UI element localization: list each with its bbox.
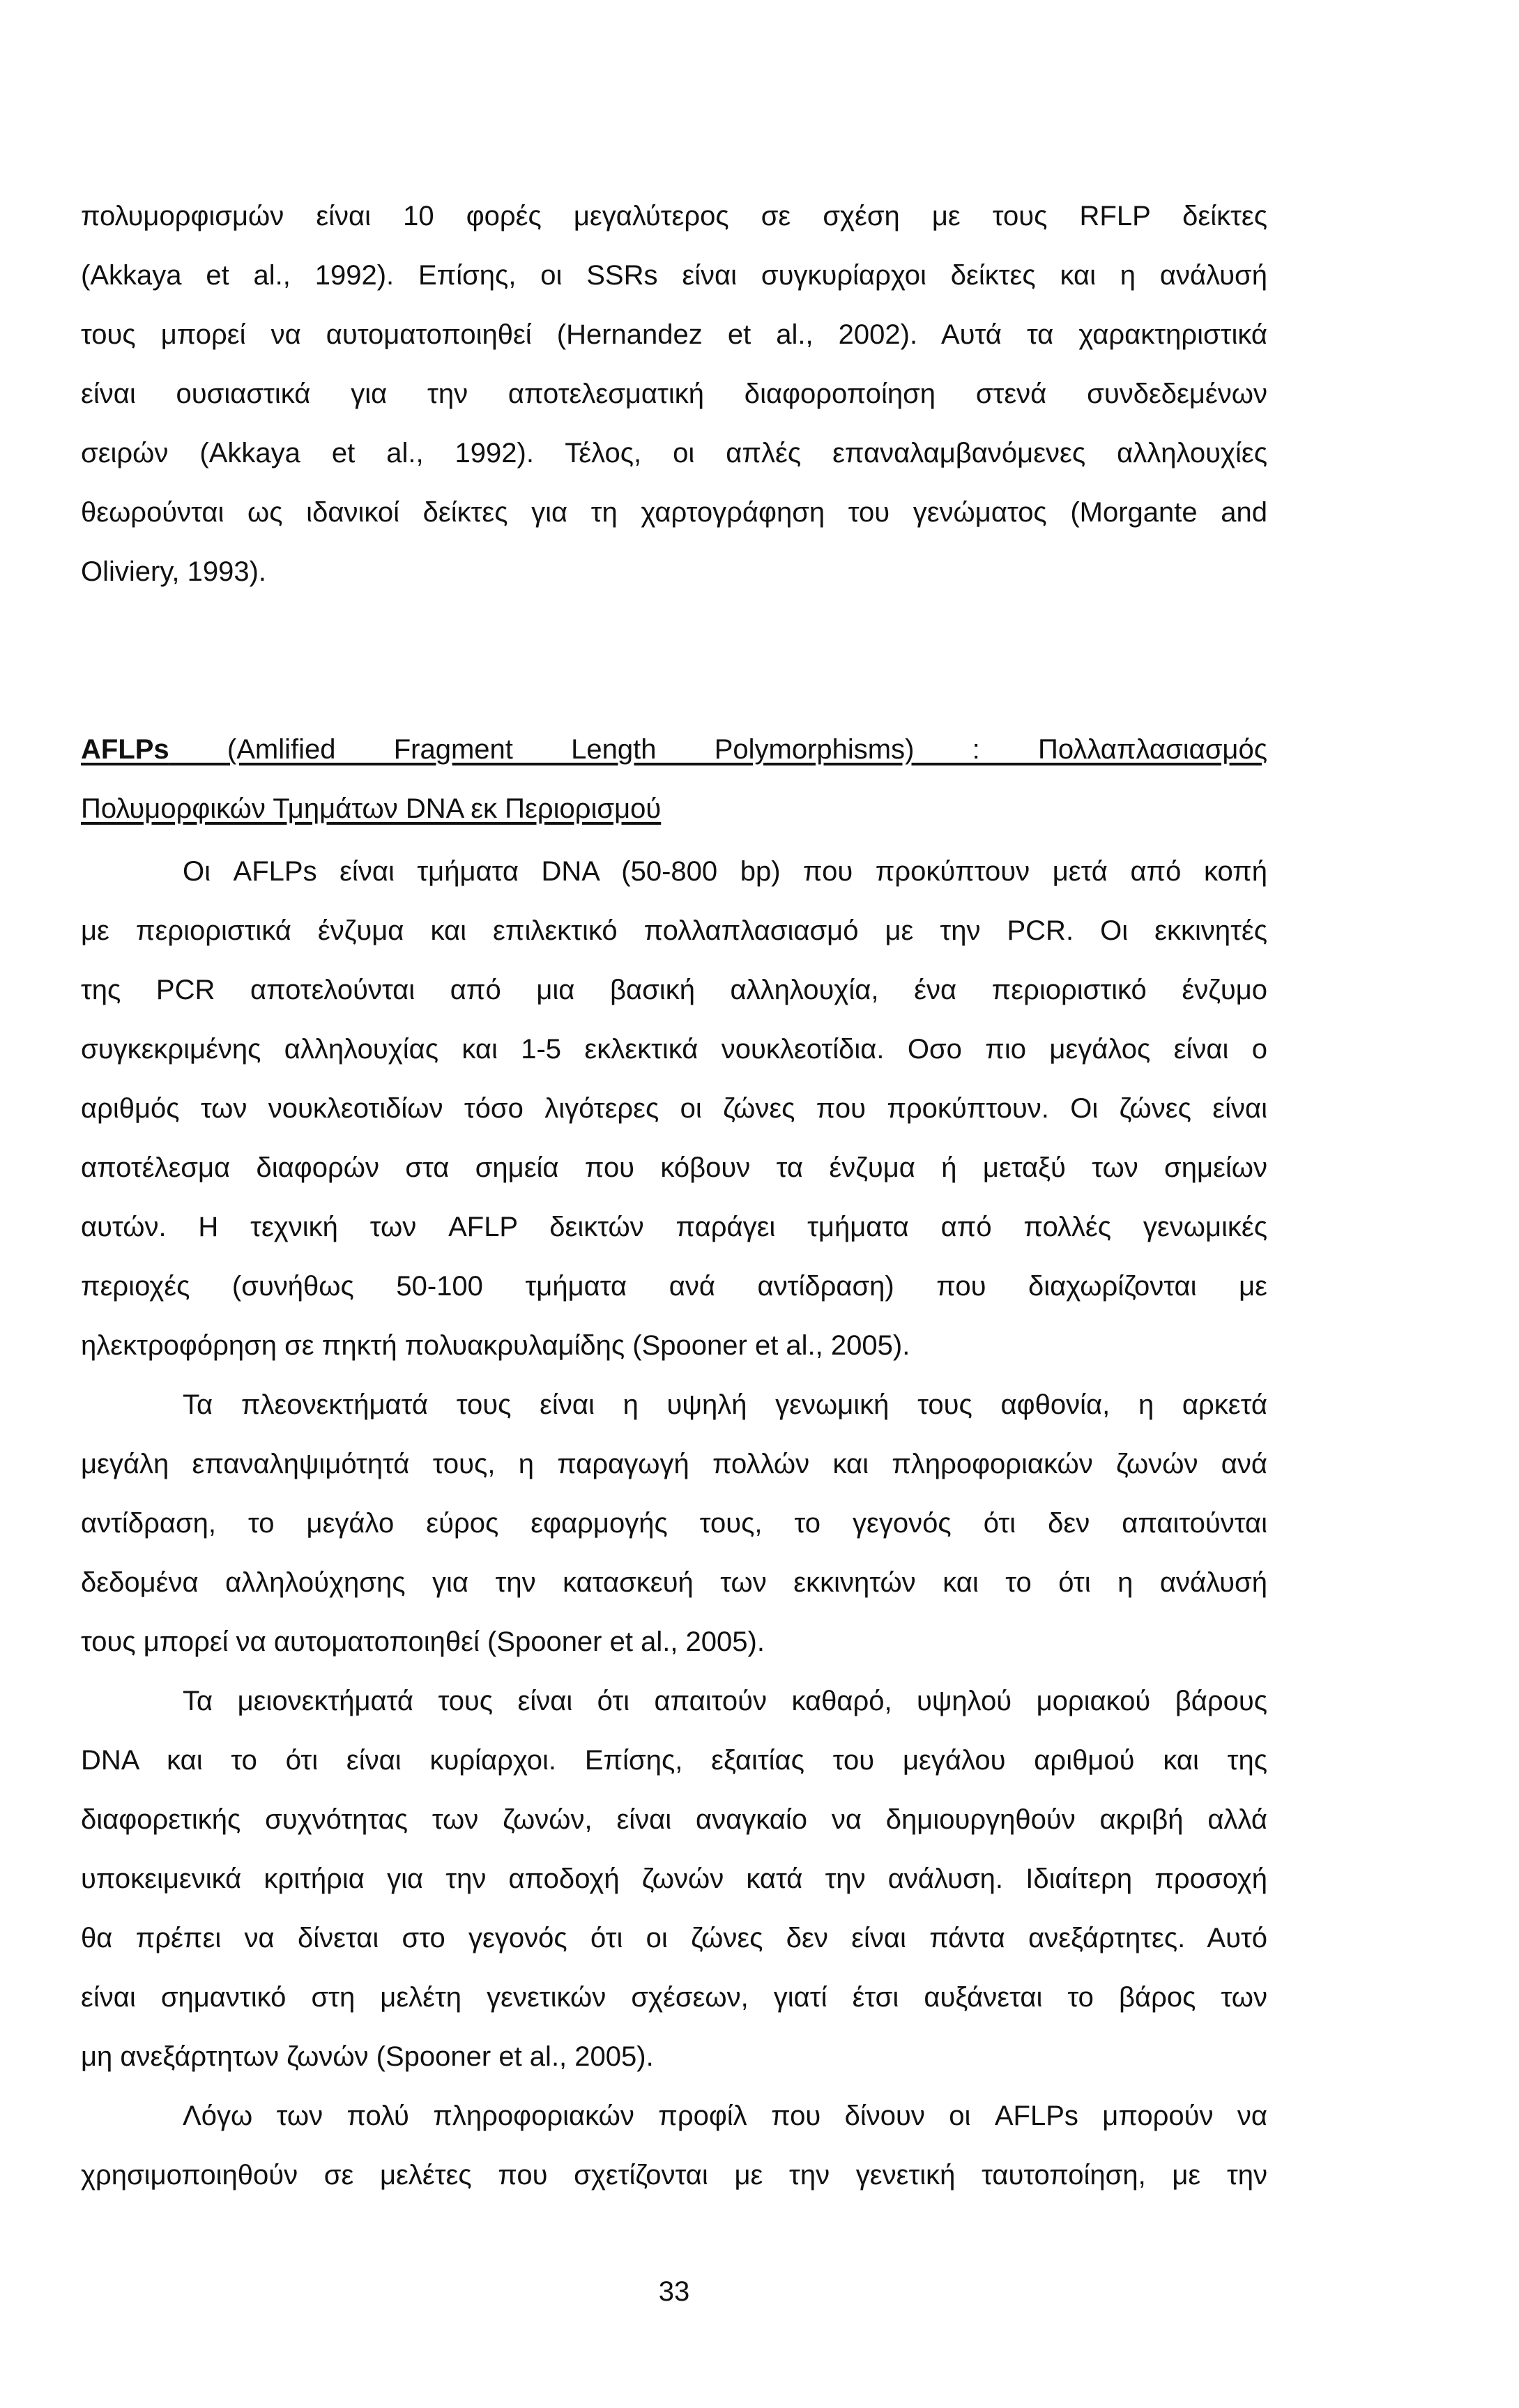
paragraph-1-line: είναι ουσιαστικά για την αποτελεσματική διαφοροποίηση στενά συνδεδεμένων: [81, 379, 1267, 409]
page-number: 33: [658, 2276, 690, 2307]
paragraph-4-line: θα πρέπει να δίνεται στο γεγονός ότι οι ζώνες δεν είναι πάντα ανεξάρτητες. Αυτό: [81, 1923, 1267, 1953]
paragraph-2-line: αυτών. Η τεχνική των AFLP δεικτών παράγει τμήματα από πολλές γενωμικές: [81, 1212, 1267, 1242]
paragraph-2-line: της PCR αποτελούνται από μια βασική αλληλουχία, ένα περιοριστικό ένζυμο: [81, 975, 1267, 1005]
paragraph-2-line: αριθμός των νουκλεοτιδίων τόσο λιγότερες οι ζώνες που προκύπτουν. Οι ζώνες είναι: [81, 1093, 1267, 1124]
paragraph-5-line: Λόγω των πολύ πληροφοριακών προφίλ που δίνουν οι AFLPs μπορούν να: [183, 2101, 1267, 2131]
paragraph-1-line: πολυμορφισμών είναι 10 φορές μεγαλύτερος σε σχέση με τους RFLP δείκτες: [81, 201, 1267, 231]
paragraph-3-line: δεδομένα αλληλούχησης για την κατασκευή των εκκινητών και το ότι η ανάλυσή: [81, 1567, 1267, 1598]
paragraph-1-line: τους μπορεί να αυτοματοποιηθεί (Hernandez et al., 2002). Αυτά τα χαρακτηριστικά: [81, 319, 1267, 350]
paragraph-1-line: σειρών (Akkaya et al., 1992). Τέλος, οι απλές επαναλαμβανόμενες αλληλουχίες: [81, 438, 1267, 468]
paragraph-2-line: συγκεκριμένης αλληλουχίας και 1-5 εκλεκτικά νουκλεοτίδια. Οσο πιο μεγάλος είναι ο: [81, 1034, 1267, 1065]
paragraph-1-line: Oliviery, 1993).: [81, 556, 267, 587]
heading-expansion: (Amlified Fragment Length Polymorphisms) : Πολλαπλασιασμός: [227, 734, 1267, 765]
paragraph-3-line: αντίδραση, το μεγάλο εύρος εφαρμογής τους, το γεγονός ότι δεν απαιτούνται: [81, 1508, 1267, 1539]
paragraph-4-line: υποκειμενικά κριτήρια για την αποδοχή ζωνών κατά την ανάλυση. Ιδιαίτερη προσοχή: [81, 1864, 1267, 1894]
paragraph-1-line: θεωρούνται ως ιδανικοί δείκτες για τη χαρτογράφηση του γενώματος (Morgante and: [81, 497, 1267, 528]
heading-term: AFLPs: [81, 734, 169, 765]
paragraph-2-line: αποτέλεσμα διαφορών στα σημεία που κόβουν τα ένζυμα ή μεταξύ των σημείων: [81, 1152, 1267, 1183]
paragraph-5-line: χρησιμοποιηθούν σε μελέτες που σχετίζονται με την γενετική ταυτοποίηση, με την: [81, 2160, 1267, 2190]
paragraph-1-line: (Akkaya et al., 1992). Επίσης, οι SSRs είναι συγκυρίαρχοι δείκτες και η ανάλυσή: [81, 260, 1267, 291]
paragraph-4-line: διαφορετικής συχνότητας των ζωνών, είναι αναγκαίο να δημιουργηθούν ακριβή αλλά: [81, 1804, 1267, 1835]
paragraph-3-line: Τα πλεονεκτήματά τους είναι η υψηλή γενωμική τους αφθονία, η αρκετά: [183, 1389, 1267, 1420]
section-heading-line-1: [81, 732, 1267, 767]
paragraph-2-line: με περιοριστικά ένζυμα και επιλεκτικό πολλαπλασιασμό με την PCR. Οι εκκινητές: [81, 915, 1267, 946]
paragraph-3-line: τους μπορεί να αυτοματοποιηθεί (Spooner et al., 2005).: [81, 1626, 765, 1657]
paragraph-4-line: DNA και το ότι είναι κυρίαρχοι. Επίσης, εξαιτίας του μεγάλου αριθμού και της: [81, 1745, 1267, 1776]
paragraph-4-line: είναι σημαντικό στη μελέτη γενετικών σχέσεων, γιατί έτσι αυξάνεται το βάρος των: [81, 1982, 1267, 2013]
paragraph-4-line: Τα μειονεκτήματά τους είναι ότι απαιτούν καθαρό, υψηλού μοριακού βάρους: [183, 1686, 1267, 1716]
paragraph-3-line: μεγάλη επαναληψιμότητά τους, η παραγωγή πολλών και πληροφοριακών ζωνών ανά: [81, 1449, 1267, 1479]
paragraph-2-line: περιοχές (συνήθως 50-100 τμήματα ανά αντίδραση) που διαχωρίζονται με: [81, 1271, 1267, 1302]
section-heading-line-2: Πολυμορφικών Τμημάτων DNA εκ Περιορισμού: [81, 793, 662, 824]
paragraph-2-line: ηλεκτροφόρηση σε πηκτή πολυακρυλαμίδης (Spooner et al., 2005).: [81, 1330, 910, 1361]
paragraph-4-line: μη ανεξάρτητων ζωνών (Spooner et al., 2005).: [81, 2041, 654, 2072]
paragraph-2-line: Οι AFLPs είναι τμήματα DNA (50-800 bp) που προκύπτουν μετά από κοπή: [183, 856, 1267, 887]
